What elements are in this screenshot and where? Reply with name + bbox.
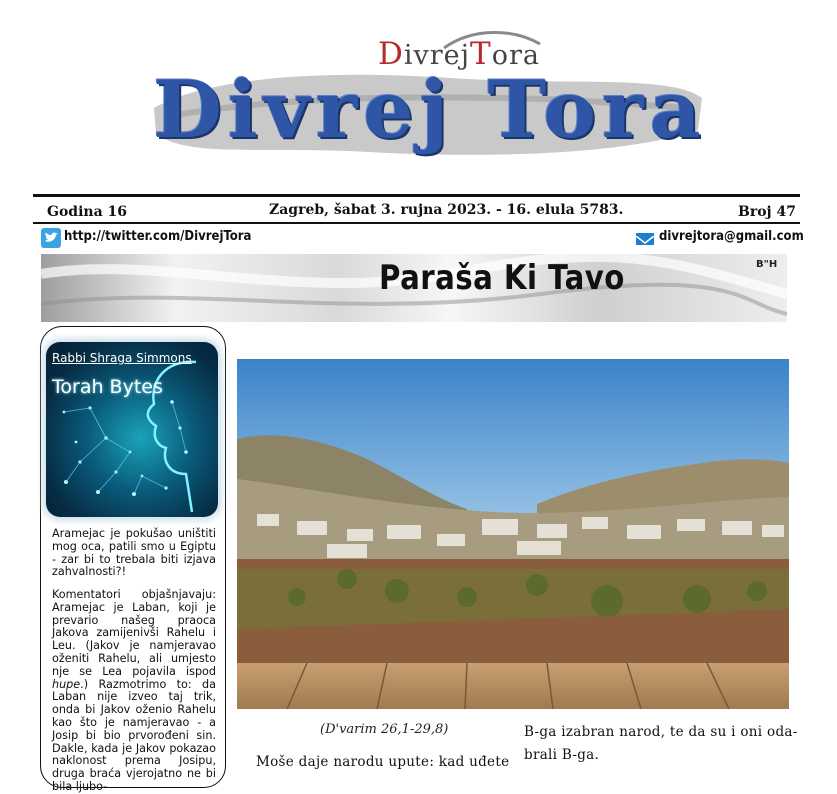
bottom-rule: [33, 222, 800, 224]
twitter-link[interactable]: http://twitter.com/DivrejTora: [64, 229, 252, 244]
twitter-icon: [41, 228, 61, 248]
column-author: Rabbi Shraga Simmons: [52, 351, 192, 365]
verse-reference: (D'varim 26,1-29,8): [320, 722, 449, 737]
parasha-title: Paraša Ki Tavo: [379, 258, 625, 298]
issue-label: Broj 47: [738, 204, 796, 220]
top-rule: [33, 194, 800, 197]
torah-bytes-image: [46, 342, 218, 517]
sidebar-paragraph: Komentatori objašnjavaju: Aramejac je Laban, koji je prevario našeg praoca Jakova zamijenivši Rahelu i Leu. (Jakov je namjeravao oženiti Rahelu, ali umjesto nje se Lea pojavila ispod hupe.) Razmotrimo to: da Laban nije izveo taj trik, onda bi Jakov oženio Rahelu kao što je namjeravao - a Josip bi bio prvorođeni sin. Dakle, kada je Jakov pokazao naklonost prema Josipu, druga braća vjerojatno ne bi bila ljubo-: [52, 588, 216, 793]
logo-small: DivrejTora: [378, 36, 540, 72]
article-col2-line2: brali B-ga.: [524, 747, 600, 763]
column-title: Torah Bytes: [52, 376, 163, 398]
newspaper-title: Divrej Tora: [153, 63, 707, 156]
article-col2-line1: B-ga izabran narod, te da su i oni oda-: [524, 724, 798, 740]
article-col1-line: Moše daje narodu upute: kad uđete: [256, 754, 510, 770]
year-label: Godina 16: [47, 204, 128, 220]
landscape-photo: [237, 329, 789, 709]
mail-icon: [636, 233, 654, 245]
email-link[interactable]: divrejtora@gmail.com: [659, 229, 804, 244]
bh-mark: B"H: [756, 259, 778, 270]
sidebar-intro: Aramejac je pokušao uništiti mog oca, patili smo u Egiptu - zar bi to trebala biti izjava zahvalnosti?!: [52, 527, 216, 579]
date-label: Zagreb, šabat 3. rujna 2023. - 16. elula 5783.: [269, 202, 624, 218]
logo-swoosh-icon: [442, 30, 542, 52]
